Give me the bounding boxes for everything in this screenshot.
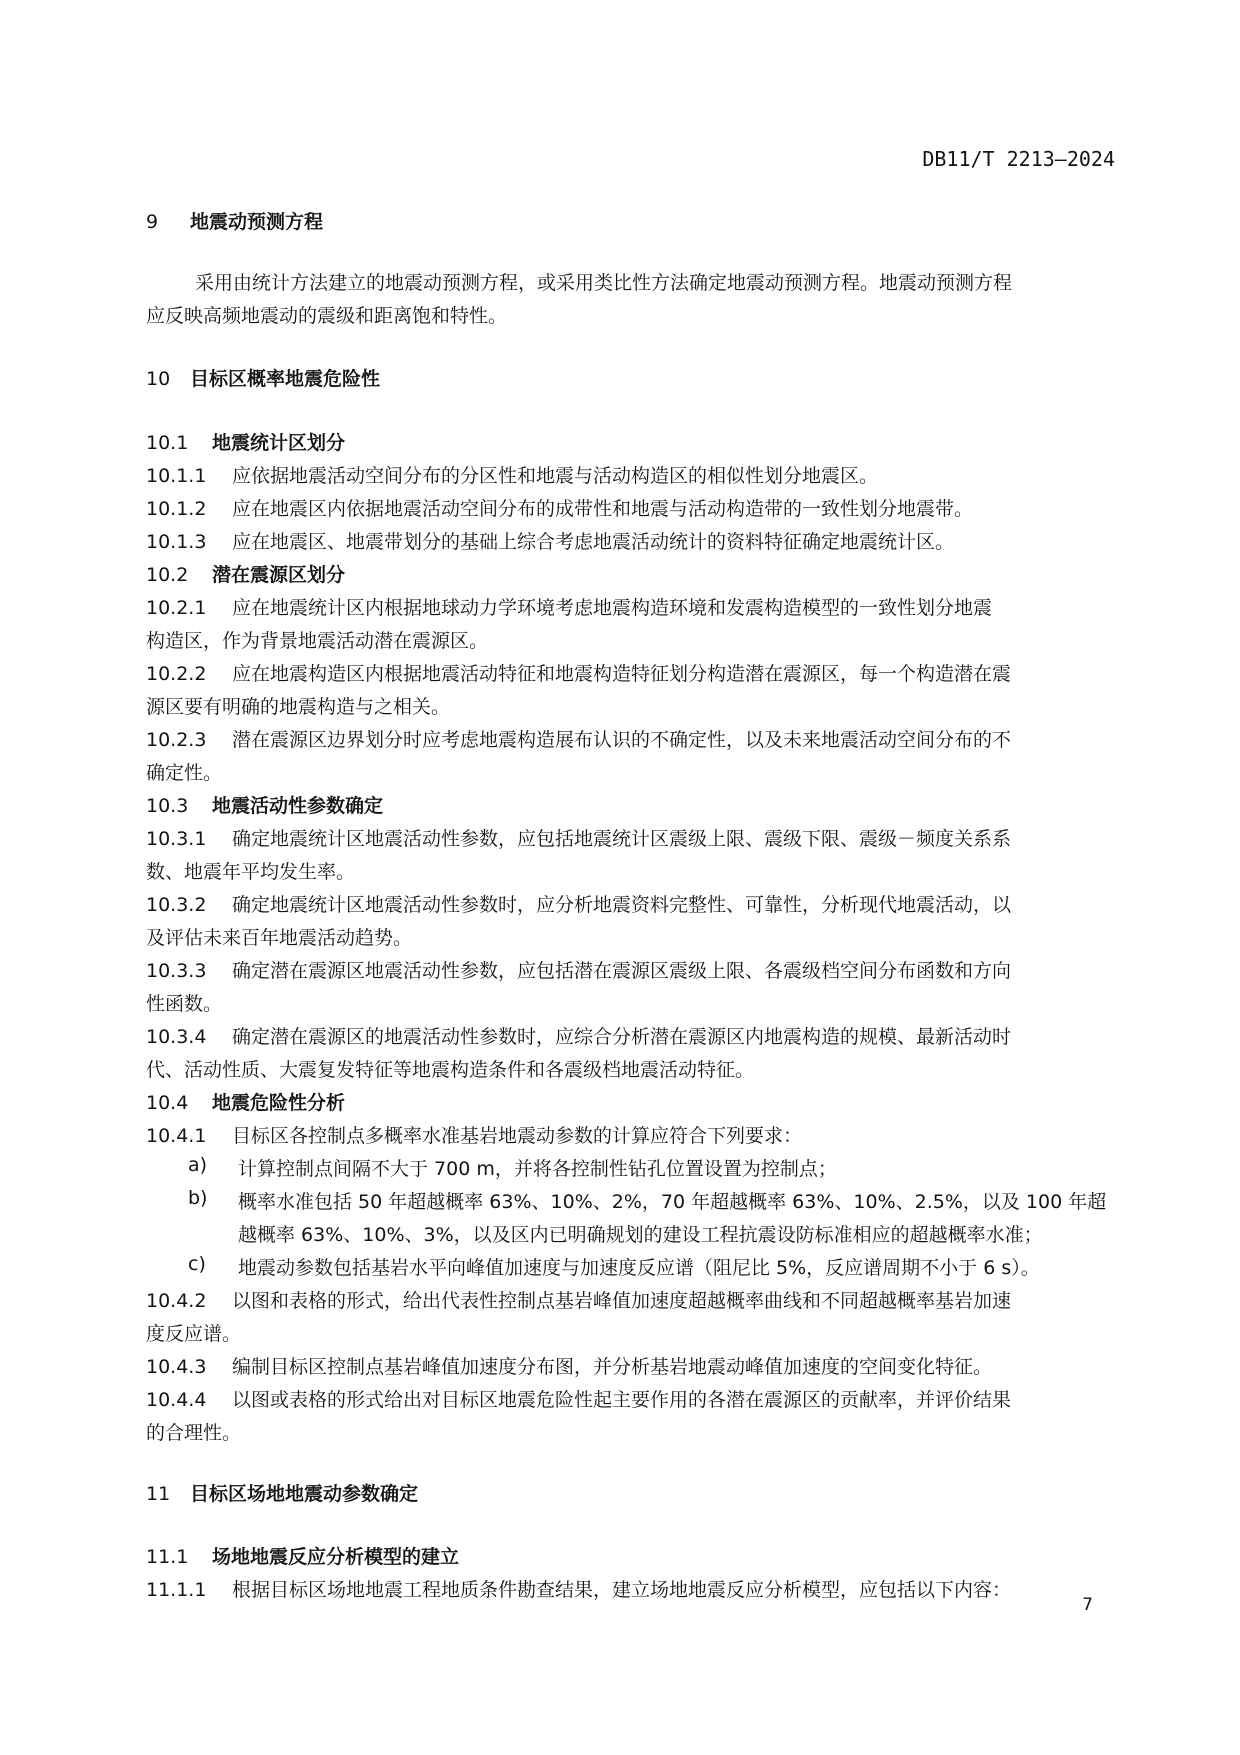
clause-10-4-3: 10.4.3 编制目标区控制点基岩峰值加速度分布图，并分析基岩地震动峰值加速度的空间变化特征。: [146, 1356, 993, 1378]
section-heading-11: 11 目标区场地地震动参数确定: [146, 1483, 419, 1505]
clause-continuation: 数、地震年平均发生率。: [146, 861, 356, 883]
clause-continuation: 的合理性。: [146, 1422, 242, 1444]
clause-10-4-1: 10.4.1 目标区各控制点多概率水准基岩地震动参数的计算应符合下列要求：: [146, 1125, 803, 1147]
clause-10-1-3: 10.1.3 应在地震区、地震带划分的基础上综合考虑地震活动统计的资料特征确定地震统计区。: [146, 531, 955, 553]
clause-10-1-1: 10.1.1 应依据地震活动空间分布的分区性和地震与活动构造区的相似性划分地震区。: [146, 465, 879, 487]
clause-10-3-3: 10.3.3 确定潜在震源区地震活动性参数，应包括潜在震源区震级上限、各震级档空间分布函数和方向: [146, 960, 1012, 982]
clause-continuation: 构造区，作为背景地震活动潜在震源区。: [146, 630, 489, 652]
clause-10-1-2: 10.1.2 应在地震区内依据地震活动空间分布的成带性和地震与活动构造带的一致性划分地震带。: [146, 498, 974, 520]
clause-11-1-1: 11.1.1 根据目标区场地地震工程地质条件勘查结果，建立场地地震反应分析模型，应包括以下内容：: [146, 1579, 1012, 1601]
section-heading-9: 9 地震动预测方程: [146, 211, 324, 233]
clause-continuation: 确定性。: [146, 762, 223, 784]
clause-continuation: 源区要有明确的地震构造与之相关。: [146, 696, 451, 718]
clause-10-4-2: 10.4.2 以图和表格的形式，给出代表性控制点基岩峰值加速度超越概率曲线和不同超越概率基岩加速: [146, 1290, 1012, 1312]
list-item-b-continuation: 越概率 63%、10%、3%，以及区内已明确规划的建设工程抗震设防标准相应的超越概率水准；: [238, 1224, 1043, 1246]
clause-10-3-2: 10.3.2 确定地震统计区地震活动性参数时，应分析地震资料完整性、可靠性，分析现代地震活动，以: [146, 894, 1012, 916]
clause-10-3-4: 10.3.4 确定潜在震源区的地震活动性参数时，应综合分析潜在震源区内地震构造的规模、最新活动时: [146, 1026, 1012, 1048]
clause-10-2-1: 10.2.1 应在地震统计区内根据地球动力学环境考虑地震构造环境和发震构造模型的一致性划分地震: [146, 597, 993, 619]
paragraph-line: 应反映高频地震动的震级和距离饱和特性。: [146, 305, 508, 327]
page-number: 7: [1082, 1595, 1093, 1615]
list-item-c: 地震动参数包括基岩水平向峰值加速度与加速度反应谱（阻尼比 5%，反应谱周期不小于 6 s）。: [238, 1257, 1040, 1279]
clause-10-2-2: 10.2.2 应在地震构造区内根据地震活动特征和地震构造特征划分构造潜在震源区，每一个构造潜在震: [146, 663, 1012, 685]
list-label-b: b): [188, 1187, 208, 1209]
clause-continuation: 度反应谱。: [146, 1323, 242, 1345]
clause-10-3-1: 10.3.1 确定地震统计区地震活动性参数，应包括地震统计区震级上限、震级下限、震级－频度关系系: [146, 828, 1012, 850]
standard-code: DB11/T 2213—2024: [922, 147, 1115, 171]
list-item-a: 计算控制点间隔不大于 700 m，并将各控制性钻孔位置设置为控制点；: [238, 1158, 837, 1180]
clause-10-4-4: 10.4.4 以图或表格的形式给出对目标区地震危险性起主要作用的各潜在震源区的贡献率，并评价结果: [146, 1389, 1012, 1411]
subsection-heading-10-4: 10.4 地震危险性分析: [146, 1092, 346, 1114]
section-heading-10: 10 目标区概率地震危险性: [146, 368, 381, 390]
subsection-heading-10-1: 10.1 地震统计区划分: [146, 432, 346, 454]
clause-continuation: 性函数。: [146, 993, 223, 1015]
clause-continuation: 及评估未来百年地震活动趋势。: [146, 927, 413, 949]
paragraph-line: 采用由统计方法建立的地震动预测方程，或采用类比性方法确定地震动预测方程。地震动预测方程: [195, 272, 1013, 294]
list-item-b: 概率水准包括 50 年超越概率 63%、10%、2%，70 年超越概率 63%、10%、2.5%，以及 100 年超: [238, 1191, 1107, 1213]
clause-continuation: 代、活动性质、大震复发特征等地震构造条件和各震级档地震活动特征。: [146, 1059, 755, 1081]
list-label-a: a): [188, 1154, 208, 1176]
subsection-heading-11-1: 11.1 场地地震反应分析模型的建立: [146, 1546, 460, 1568]
subsection-heading-10-2: 10.2 潜在震源区划分: [146, 564, 346, 586]
clause-10-2-3: 10.2.3 潜在震源区边界划分时应考虑地震构造展布认识的不确定性，以及未来地震活动空间分布的不: [146, 729, 1012, 751]
subsection-heading-10-3: 10.3 地震活动性参数确定: [146, 795, 384, 817]
list-label-c: c): [188, 1253, 206, 1275]
